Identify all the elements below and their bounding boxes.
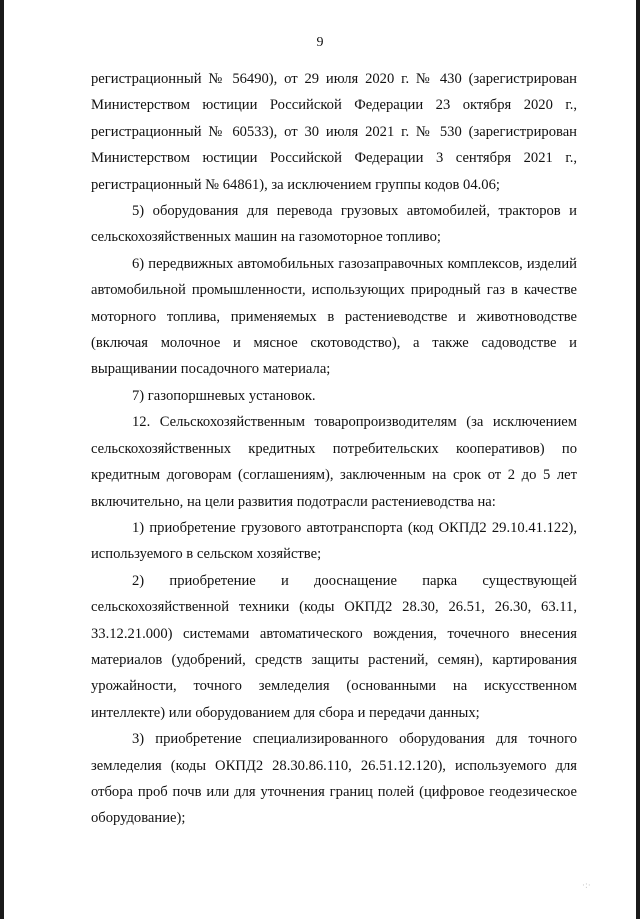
paragraph-item-6: 6) передвижных автомобильных газозаправочных комплексов, изделий автомобильной промышленности, использующих природный газ в качестве моторного топлива, применяемых в растениеводстве и животноводстве (включая молочное и мясное скотоводство), а также садоводстве и выращивании посадочного материала; (91, 255, 577, 378)
paragraph-section-12: 12. Сельскохозяйственным товаропроизводителям (за исключением сельскохозяйственных кредитных потребительских кооперативов) по кредитным договорам (соглашениям), заключенным на срок от 2 до 5 лет включительно, на цели развития подотрасли растениеводства на: (91, 414, 577, 510)
scan-edge-right (636, 0, 640, 919)
paragraph-item-2: 2) приобретение и дооснащение парка существующей сельскохозяйственной техники (коды ОКПД2 28.30, 26.51, 26.30, 63.11, 33.12.21.000) системами автоматического вождения, точечного внесения материалов (удобрений, средств защиты растений, семян), картирования урожайности, точного земледелия (основанными на искусственном интеллекте) или оборудованием для сбора и передачи данных; (91, 572, 577, 721)
paragraph-item-3: 3) приобретение специализированного оборудования для точного земледелия (коды ОКПД2 28.30.86.110, 26.51.12.120), используемого для отбора проб почв или для уточнения границ полей (цифровое геодезическое оборудование); (91, 731, 577, 827)
page-number: 9 (316, 35, 324, 50)
document-body (91, 66, 577, 832)
scan-edge-left (0, 0, 4, 919)
scan-speck: ·:· (582, 881, 591, 891)
paragraph-item-7: 7) газопоршневых установок. (132, 387, 316, 404)
paragraph-item-5: 5) оборудования для перевода грузовых автомобилей, тракторов и сельскохозяйственных машин на газомоторное топливо; (91, 203, 577, 246)
paragraph-continuation: регистрационный № 56490), от 29 июля 2020 г. № 430 (зарегистрирован Министерством юстиции Российской Федерации 23 октября 2020 г., регистрационный № 60533), от 30 июля 2021 г. № 530 (зарегистрирован Министерством юстиции Российской Федерации 3 сентября 2021 г., регистрационный № 64861), за исключением группы кодов 04.06; (91, 71, 577, 193)
paragraph-item-1: 1) приобретение грузового автотранспорта (код ОКПД2 29.10.41.122), используемого в сельском хозяйстве; (91, 519, 577, 563)
